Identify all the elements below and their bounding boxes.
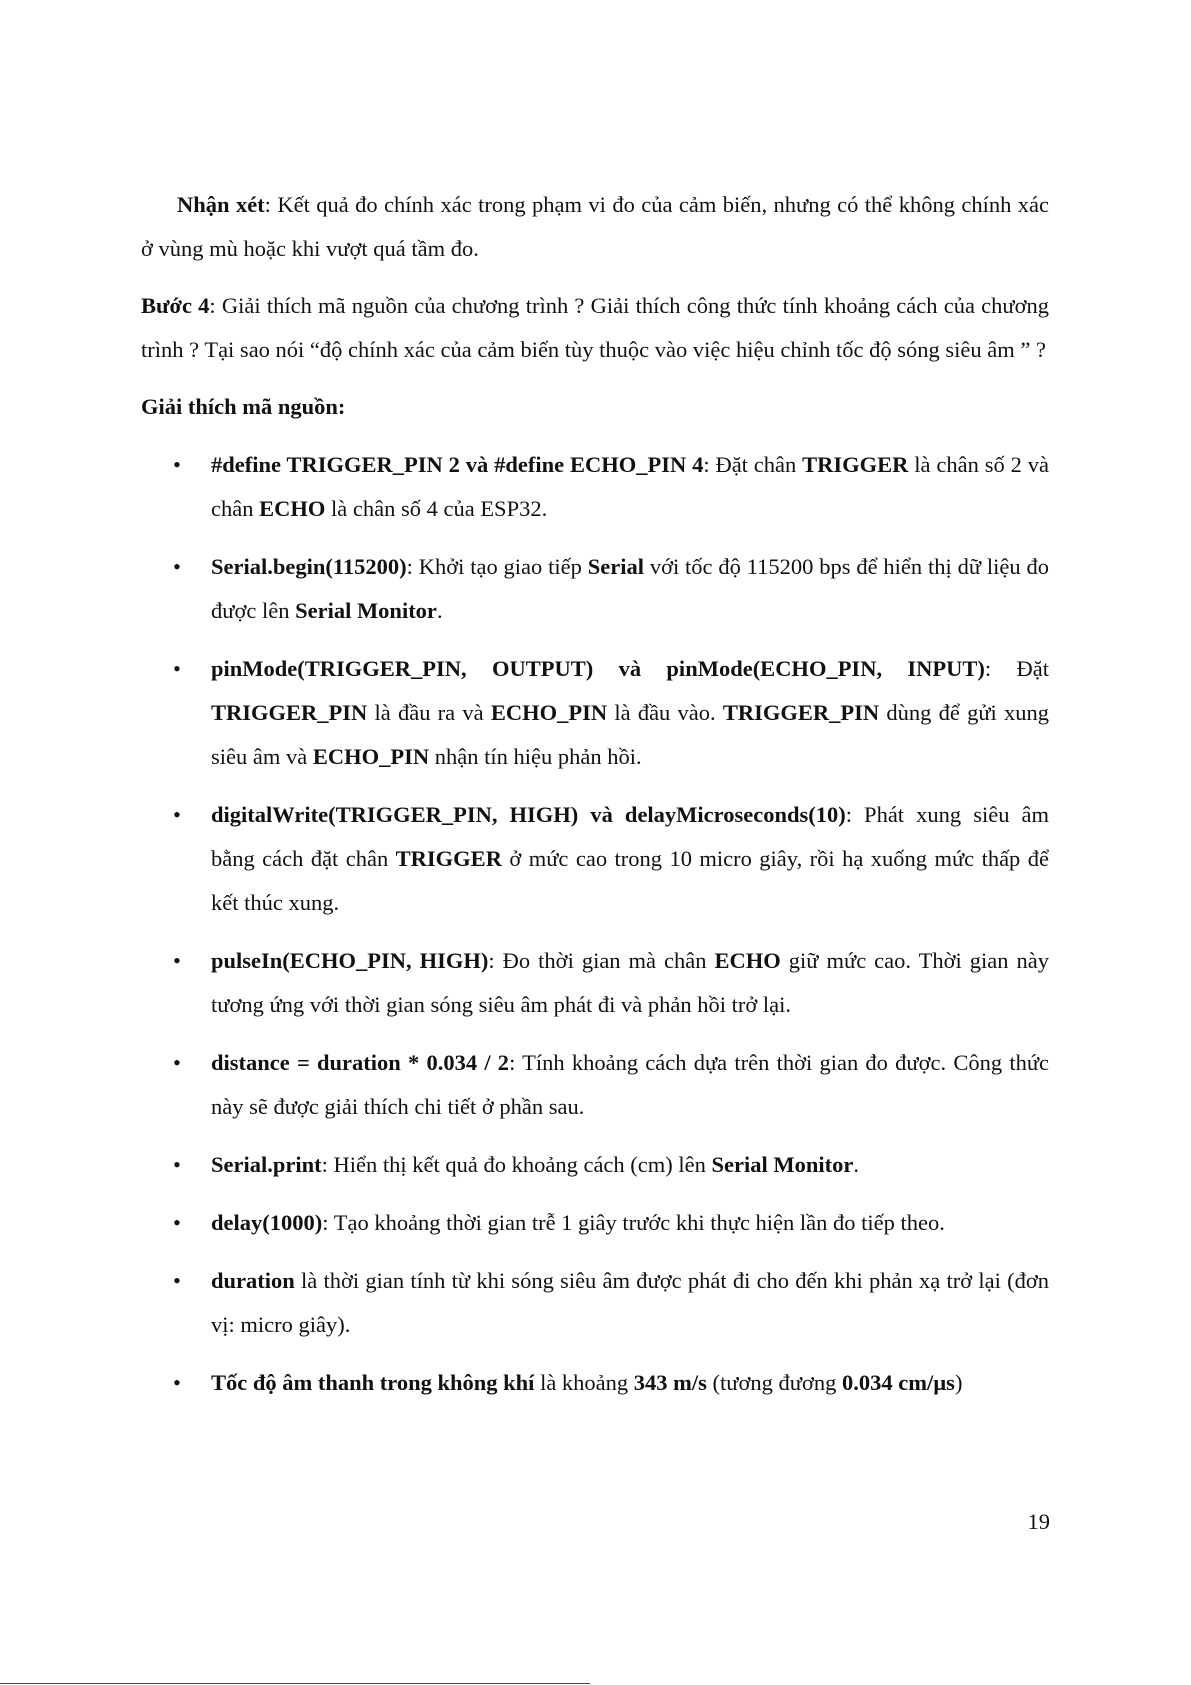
remark-text: : Kết quả đo chính xác trong phạm vi đo của cảm biến, nhưng có thể không chính xác ở vùng mù hoặc khi vượt quá tầm đo.	[141, 192, 1049, 261]
item-bold: Serial Monitor	[295, 598, 437, 623]
item-text: là khoảng	[534, 1370, 634, 1395]
bullet-icon: •	[173, 802, 181, 827]
list-item	[141, 647, 1049, 779]
list-item	[141, 1143, 1049, 1187]
item-text: .	[436, 598, 443, 623]
list-item	[141, 1041, 1049, 1129]
bullet-icon: •	[173, 1370, 181, 1395]
list-item	[141, 1201, 1049, 1245]
item-bold: ECHO	[714, 948, 781, 973]
item-bold: TRIGGER_PIN	[722, 700, 880, 725]
item-text: : Đặt	[984, 656, 1049, 681]
item-bold: TRIGGER	[802, 452, 909, 477]
item-text: : Phát xung siêu âm bằng cách đặt chân	[211, 802, 1050, 871]
bullet-icon: •	[173, 1152, 181, 1177]
item-bold: TRIGGER_PIN	[211, 700, 368, 725]
item-bold: 343 m/s	[633, 1370, 707, 1395]
code-term: delay(1000)	[211, 1210, 323, 1235]
step4-text: : Giải thích mã nguồn của chương trình ? Giải thích công thức tính khoảng cách của chương trình ? Tại sao nói “độ chính xác của cảm biến tùy thuộc vào việc hiệu chỉnh tốc độ sóng siêu âm ” ?	[141, 293, 1049, 362]
bullet-icon: •	[173, 452, 181, 477]
item-text: .	[853, 1152, 859, 1177]
item-text: dùng để gửi xung siêu âm và	[211, 700, 1049, 769]
item-text: )	[954, 1370, 963, 1395]
item-text: : Tạo khoảng thời gian trễ 1 giây trước khi thực hiện lần đo tiếp theo.	[322, 1210, 945, 1235]
item-bold: 0.034 cm/µs	[841, 1370, 955, 1395]
code-term: Serial.print	[211, 1152, 322, 1177]
page-number: 19	[1027, 1509, 1050, 1534]
bullet-icon: •	[173, 1050, 181, 1075]
item-text: : Tính khoảng cách dựa trên thời gian đo được. Công thức này sẽ được giải thích chi tiết ở phần sau.	[211, 1050, 1050, 1119]
item-text: giữ mức cao. Thời gian này tương ứng với thời gian sóng siêu âm phát đi và phản hồi trở lại.	[211, 948, 1049, 1017]
remark-paragraph	[141, 183, 1049, 271]
item-text: là đầu vào.	[607, 700, 723, 725]
item-text: là chân số 4 của ESP32.	[325, 496, 548, 521]
step4-label: Bước 4	[141, 293, 210, 318]
code-term: digitalWrite(TRIGGER_PIN, HIGH) và delayMicroseconds(10)	[211, 802, 846, 827]
item-bold: ECHO	[259, 496, 326, 521]
item-text: : Hiển thị kết quả đo khoảng cách (cm) lên	[321, 1152, 712, 1177]
code-term: Tốc độ âm thanh trong không khí	[211, 1370, 535, 1395]
item-bold: TRIGGER	[395, 846, 502, 871]
code-term: pinMode(TRIGGER_PIN, OUTPUT) và pinMode(ECHO_PIN, INPUT)	[211, 656, 985, 681]
item-text: nhận tín hiệu phản hồi.	[429, 744, 642, 769]
code-term: Serial.begin(115200)	[211, 554, 407, 579]
code-term: #define TRIGGER_PIN 2 và #define ECHO_PIN 4	[211, 452, 704, 477]
code-term: pulseIn(ECHO_PIN, HIGH)	[211, 948, 489, 973]
list-item	[141, 443, 1049, 531]
item-bold: Serial Monitor	[711, 1152, 854, 1177]
bullet-icon: •	[173, 554, 181, 579]
item-text: : Khởi tạo giao tiếp	[406, 554, 588, 579]
list-item	[141, 1259, 1049, 1347]
list-item	[141, 545, 1049, 633]
item-text: là thời gian tính từ khi sóng siêu âm được phát đi cho đến khi phản xạ trở lại (đơn vị: micro giây).	[211, 1268, 1049, 1337]
code-term: duration	[211, 1268, 295, 1293]
bullet-icon: •	[173, 1210, 181, 1235]
bullet-icon: •	[173, 1268, 181, 1293]
step4-paragraph	[141, 284, 1049, 372]
item-bold: ECHO_PIN	[312, 744, 430, 769]
item-text: là đầu ra và	[367, 700, 491, 725]
document-page	[141, 183, 1049, 1419]
list-item	[141, 793, 1049, 925]
item-text: : Đặt chân	[703, 452, 803, 477]
item-text: ở mức cao trong 10 micro giây, rồi hạ xuống mức thấp để kết thúc xung.	[211, 846, 1049, 915]
footer-divider	[0, 1683, 590, 1684]
item-text: : Đo thời gian mà chân	[488, 948, 715, 973]
bullet-icon: •	[173, 656, 181, 681]
item-text: là chân số 2 và chân	[211, 452, 1049, 521]
item-bold: Serial	[587, 554, 644, 579]
section-heading: Giải thích mã nguồn:	[141, 394, 346, 419]
item-bold: ECHO_PIN	[490, 700, 608, 725]
bullet-icon: •	[173, 948, 181, 973]
item-text: với tốc độ 115200 bps để hiển thị dữ liệu đo được lên	[211, 554, 1049, 623]
code-term: distance = duration * 0.034 / 2	[211, 1050, 510, 1075]
list-item	[141, 939, 1049, 1027]
list-item	[141, 1361, 1049, 1405]
item-text: (tương đương	[706, 1370, 842, 1395]
remark-label: Nhận xét	[177, 192, 265, 217]
explanation-list	[141, 443, 1049, 1405]
